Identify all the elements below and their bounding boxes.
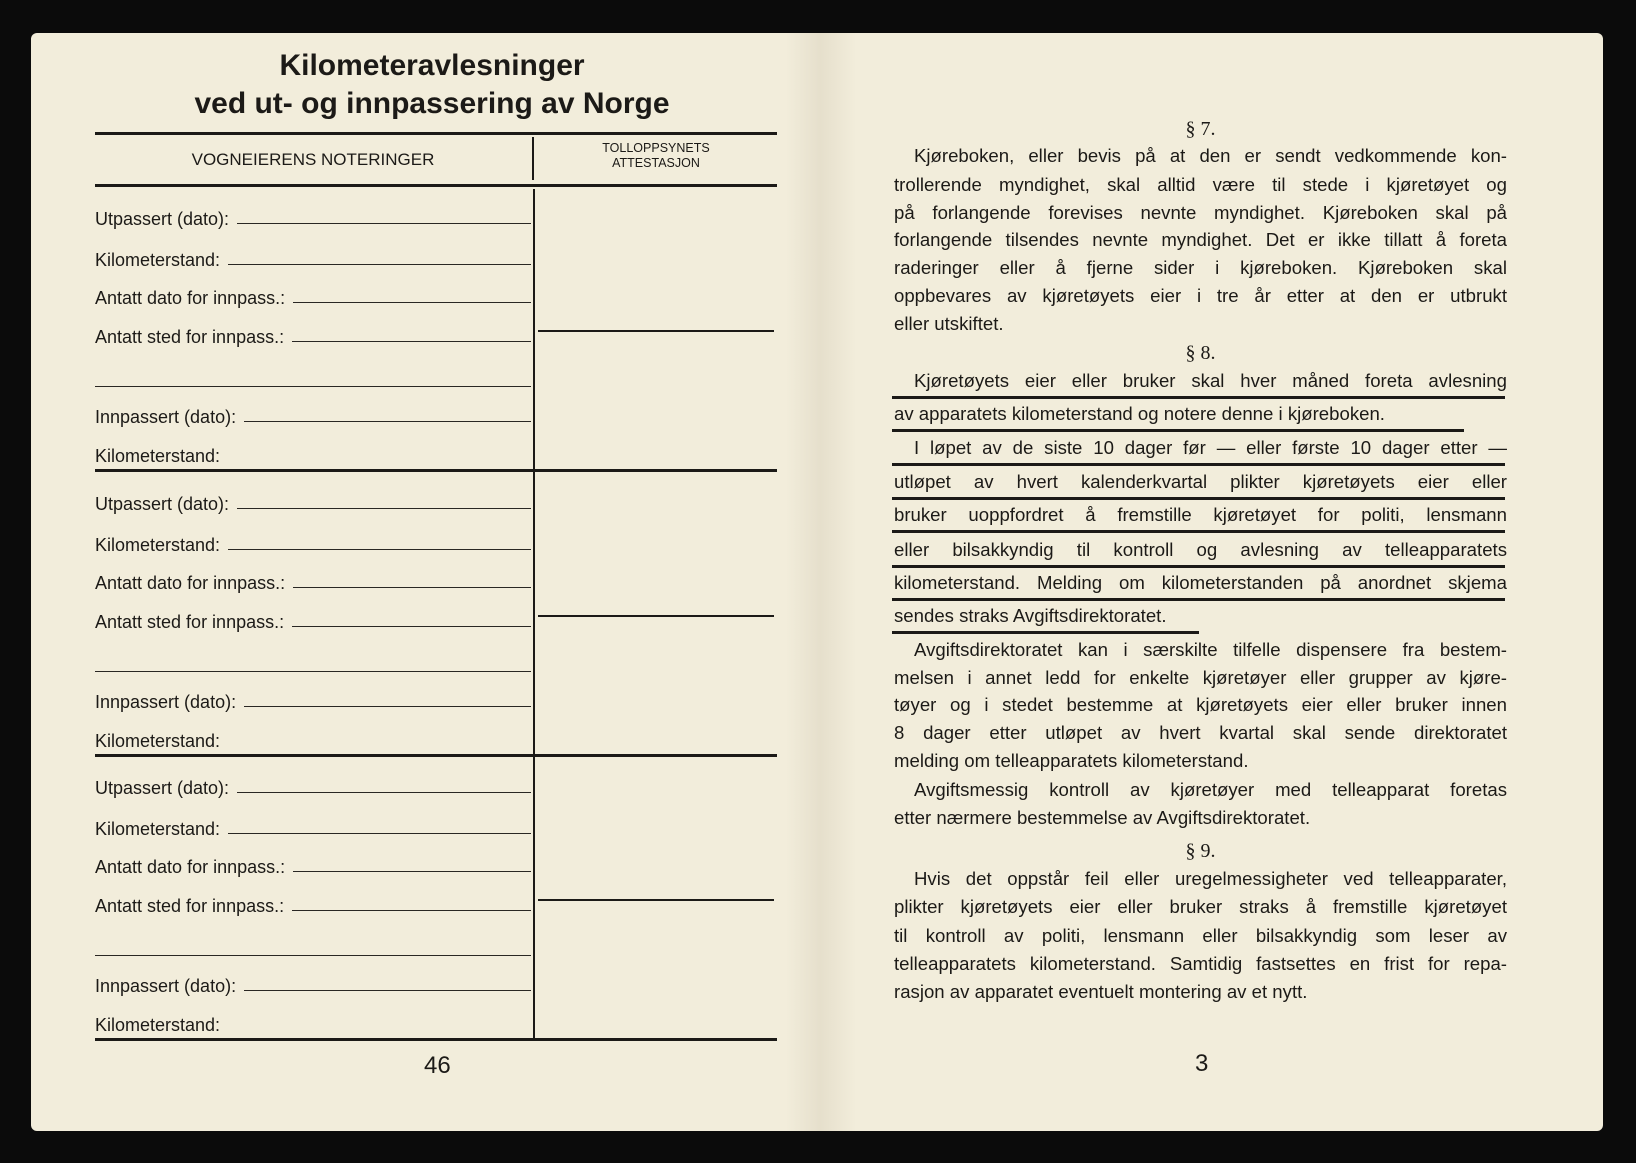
paragraph-line: rasjon av apparatet eventuelt montering av et nytt. — [894, 981, 1308, 1002]
form-field-label: Antatt dato for innpass.: — [95, 573, 286, 593]
form-fill-line[interactable] — [292, 341, 531, 342]
page-number-right: 3 — [1195, 1050, 1209, 1077]
paragraph-line: Avgiftsmessig kontroll av kjøretøyer med telleapparat foretas — [914, 779, 1507, 800]
form-field-row — [95, 245, 531, 271]
form-fill-line[interactable] — [293, 302, 531, 303]
paragraph-line: av apparatets kilometerstand og notere denne i kjøreboken. — [894, 403, 1385, 424]
underline-rule — [892, 598, 1505, 601]
form-fill-line[interactable] — [95, 386, 531, 387]
block-bottom-rule — [95, 469, 777, 472]
form-fill-line[interactable] — [228, 264, 531, 265]
paragraph-line: I løpet av de siste 10 dager før — eller første 10 dager etter — — [914, 437, 1507, 458]
form-field-label: Innpassert (dato): — [95, 976, 237, 996]
underline-rule — [892, 396, 1505, 399]
form-fill-line[interactable] — [237, 792, 531, 793]
form-field-label: Kilometerstand: — [95, 446, 221, 466]
header-divider — [532, 137, 534, 180]
form-field-label: Kilometerstand: — [95, 535, 221, 555]
paragraph-line: Kjøreboken, eller bevis på at den er sendt vedkommende kon- — [914, 145, 1507, 166]
form-field-label: Antatt sted for innpass.: — [95, 327, 285, 347]
form-field-row — [95, 773, 531, 799]
paragraph-line: etter nærmere bestemmelse av Avgiftsdirektoratet. — [894, 807, 1311, 828]
attestation-signature-line[interactable] — [538, 330, 774, 332]
form-field-row — [95, 204, 531, 230]
form-field-row — [95, 402, 531, 428]
page-number-left: 46 — [424, 1052, 451, 1079]
paragraph-line: plikter kjøretøyets eier eller bruker straks å fremstille kjøretøyet — [894, 896, 1507, 917]
form-field-row — [95, 441, 531, 467]
column-header-owner-notes: VOGNEIERENS NOTERINGER — [191, 150, 435, 169]
paragraph-line: melsen i annet ledd for enkelte kjøretøyer eller grupper av kjøre- — [894, 667, 1507, 688]
paragraph-line: utløpet av hvert kalenderkvartal plikter kjøretøyets eier eller — [894, 471, 1507, 492]
form-field-label: Utpassert (dato): — [95, 778, 230, 798]
paragraph-line: 8 dager etter utløpet av hvert kvartal skal sende direktoratet — [894, 722, 1507, 743]
attestation-signature-line[interactable] — [538, 615, 774, 617]
form-field-label: Kilometerstand: — [95, 1015, 221, 1035]
attestation-signature-line[interactable] — [538, 899, 774, 901]
blank-entry-line — [95, 936, 531, 962]
section-heading: § 9. — [1185, 840, 1216, 862]
form-field-row — [95, 489, 531, 515]
blank-entry-line — [95, 367, 531, 393]
form-field-row — [95, 726, 531, 752]
section-heading: § 7. — [1185, 118, 1216, 140]
form-fill-line[interactable] — [244, 421, 531, 422]
column-header-line-2: ATTESTASJON — [612, 156, 700, 170]
form-fill-line[interactable] — [293, 871, 531, 872]
paragraph-line: oppbevares av kjøretøyets eier i tre år etter at den er utbrukt — [894, 285, 1507, 306]
form-fill-line[interactable] — [292, 626, 531, 627]
form-fill-line[interactable] — [95, 955, 531, 956]
form-fill-line[interactable] — [244, 990, 531, 991]
form-field-label: Antatt sted for innpass.: — [95, 896, 285, 916]
paragraph-line: til kontroll av politi, lensmann eller bilsakkyndig som leser av — [894, 925, 1507, 946]
form-field-row — [95, 283, 531, 309]
form-fill-line[interactable] — [292, 910, 531, 911]
underline-rule — [892, 429, 1464, 432]
form-field-label: Kilometerstand: — [95, 731, 221, 751]
underline-rule — [892, 530, 1505, 533]
form-field-label: Antatt sted for innpass.: — [95, 612, 285, 632]
block-bottom-rule — [95, 1038, 777, 1041]
form-field-row — [95, 530, 531, 556]
form-field-row — [95, 891, 531, 917]
form-fill-line[interactable] — [228, 549, 531, 550]
column-divider — [533, 189, 535, 1039]
form-field-row — [95, 687, 531, 713]
paragraph-line: forlangende tilsendes nevnte myndighet. Det er ikke tillatt å foreta — [894, 229, 1507, 250]
form-field-label: Utpassert (dato): — [95, 209, 230, 229]
paragraph-line: Avgiftsdirektoratet kan i særskilte tilfelle dispensere fra bestem- — [914, 639, 1507, 660]
header-bottom-rule — [95, 184, 777, 187]
form-fill-line[interactable] — [237, 508, 531, 509]
underline-rule — [892, 631, 1199, 634]
form-field-row — [95, 322, 531, 348]
form-fill-line[interactable] — [228, 833, 531, 834]
form-field-label: Kilometerstand: — [95, 819, 221, 839]
form-fill-line[interactable] — [95, 671, 531, 672]
paragraph-line: eller bilsakkyndig til kontroll og avlesning av telleapparatets — [894, 539, 1507, 560]
block-bottom-rule — [95, 754, 777, 757]
form-field-label: Utpassert (dato): — [95, 494, 230, 514]
page-title-line-1: Kilometeravlesninger — [279, 49, 585, 82]
section-heading: § 8. — [1185, 342, 1216, 364]
column-header-line-1: TOLLOPPSYNETS — [602, 141, 710, 155]
blank-entry-line — [95, 652, 531, 678]
form-fill-line[interactable] — [293, 587, 531, 588]
form-field-row — [95, 814, 531, 840]
table-top-rule — [95, 132, 777, 135]
paragraph-line: bruker uoppfordret å fremstille kjøretøyet for politi, lensmann — [894, 504, 1507, 525]
page-title-line-2: ved ut- og innpassering av Norge — [194, 87, 670, 120]
form-field-label: Kilometerstand: — [95, 250, 221, 270]
underline-rule — [892, 463, 1505, 466]
form-field-row — [95, 852, 531, 878]
paragraph-line: raderinger eller å fjerne sider i kjøreboken. Kjøreboken skal — [894, 257, 1507, 278]
form-field-label: Antatt dato for innpass.: — [95, 288, 286, 308]
paragraph-line: melding om telleapparatets kilometerstand. — [894, 750, 1249, 771]
column-header-customs-attestation — [536, 141, 776, 171]
form-field-row — [95, 568, 531, 594]
form-field-label: Innpassert (dato): — [95, 407, 237, 427]
form-field-row — [95, 971, 531, 997]
paragraph-line: eller utskiftet. — [894, 313, 1004, 334]
form-field-row — [95, 1010, 531, 1036]
paragraph-line: sendes straks Avgiftsdirektoratet. — [894, 605, 1167, 626]
paragraph-line: på forlangende forevises nevnte myndighet. Kjøreboken skal på — [894, 202, 1507, 223]
form-fill-line[interactable] — [237, 223, 531, 224]
underline-rule — [892, 565, 1505, 568]
form-field-row — [95, 607, 531, 633]
form-field-label: Innpassert (dato): — [95, 692, 237, 712]
paragraph-line: tøyer og i stedet bestemme at kjøretøyets eier eller bruker innen — [894, 694, 1507, 715]
form-fill-line[interactable] — [244, 706, 531, 707]
paragraph-line: kilometerstand. Melding om kilometerstanden på anordnet skjema — [894, 572, 1507, 593]
paragraph-line: trollerende myndighet, skal alltid være til stede i kjøretøyet og — [894, 174, 1507, 195]
form-field-label: Antatt dato for innpass.: — [95, 857, 286, 877]
paragraph-line: Hvis det oppstår feil eller uregelmessigheter ved telleapparater, — [914, 868, 1507, 889]
paragraph-line: telleapparatets kilometerstand. Samtidig fastsettes en frist for repa- — [894, 953, 1507, 974]
paragraph-line: Kjøretøyets eier eller bruker skal hver måned foreta avlesning — [914, 370, 1507, 391]
underline-rule — [892, 497, 1505, 500]
